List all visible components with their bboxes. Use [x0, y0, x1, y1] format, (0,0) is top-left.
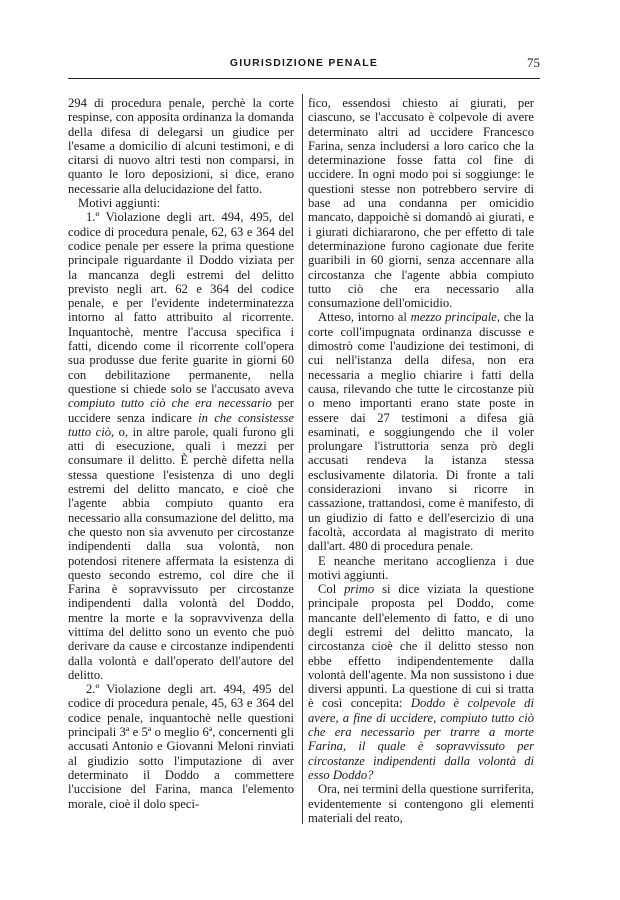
italic-text: primo [344, 582, 375, 597]
right-column [308, 96, 534, 825]
running-title: GIURISDIZIONE PENALE [229, 57, 379, 69]
text-run: Atteso, intorno al [318, 310, 411, 325]
page-number: 75 [527, 55, 540, 70]
running-header [68, 55, 540, 75]
text-run: per uccidere senza indicare [68, 396, 294, 425]
italic-text: compiuto tutto ciò che era necessario [68, 396, 272, 411]
text-run: 1.º Violazione degli art. 494, 495, del codice di procedura penale, 62, 63 e 364 del codice penale per essere la prima questione principale riguardante il Doddo viziata per la mancanza degli estremi del delitto previsto negli art. 62 e 364 del codice penale, e per l'evidente indeterminatezza intorno al fatto attribuito al ricorrente. Inquantochè, mentre l'accusa specifica i fatti, dicendo come il ricorrente coll'opera sua produsse due ferite guarite in giorni 60 con debilitazione permanente, nella questione si chiede solo se l'accusato aveva [68, 210, 294, 396]
text-run: fico, essendosi chiesto ai giurati, per ciascuno, se l'accusato è colpevole di avere determinato altri ad uccidere Francesco Farina, senza includersi a loro carico che la determinazione fosse fatta col fine di uccidere. In ogni modo poi si soggiunge: le questioni stesse non potrebbero servire di base ad una condanna per omicidio mancato, dappoichè si domandò ai giurati, e i giurati dichiararono, che per effetto di tale determinazione furono cagionate due ferite guaribili in 60 giorni, senza accennare alla circostanza che l'agente abbia compiuto tutto ciò che era necessario alla consumazione dell'omicidio. [308, 96, 534, 311]
paragraph [68, 96, 294, 196]
header-rule [68, 78, 540, 79]
text-run: Col [318, 582, 345, 597]
paragraph [308, 310, 534, 553]
paragraph [308, 554, 534, 583]
text-run: che la corte coll'impugnata ordinanza discusse e dimostrò come l'audizione dei testimoni, di cui nell'istanza della difesa, non era necessaria a meglio chiarire i fatti della causa, rilevando che tutte le circostanze più o meno importanti erano state poste in essere dai 27 testimoni a difesa già esaminati, e soggiungendo che il voler prolungare l'istruttoria senza prò degli accusati rendeva la istanza stessa esclusivamente dilatoria. Di fronte a tali considerazioni invano si ricorre in cassazione, trattandosi, come è manifesto, di un giudizio di fatto e dell'esercizio di una facoltà, accordata al magistrato di merito dall'art. 480 di procedura penale. [308, 310, 534, 554]
left-column [68, 96, 294, 811]
paragraph [308, 582, 534, 782]
text-run: Ora, nei termini della questione surriferita, evidentemente si contengono gli elementi materiali del reato, [308, 782, 534, 825]
italic-text: mezzo principale, [410, 310, 501, 325]
text-run: si dice viziata la questione principale proposta pel Doddo, come mancante dell'elemento di fatto, e di uno degli estremi del delitto mancato, la circostanza cioè che il delitto stesso non ebbe effetto indipendentemente dalla volontà dell'agente. Ma non sussistono i due diversi appunti. La questione di cui si tratta è così concepita: [308, 582, 534, 711]
paragraph [68, 682, 294, 811]
text-run: E neanche meritano accoglienza i due motivi aggiunti. [308, 553, 534, 582]
paragraph [68, 210, 294, 682]
paragraph [308, 782, 534, 825]
text-run: o, in altre parole, quali furono gli atti di esecuzione, quali i mezzi per consumare il delitto. È perchè difetta nella stessa questione l'esistenza di uno degli estremi del delitto mancato, e cioè che l'agente abbia compiuto quanto era necessario alla consumazione del delitto, ma che questo non sia avvenuto per circostanze indipendenti dalla sua volontà, non potendosi ritenere affermata la esistenza di questo secondo estremo, col dire che il Farina è sopravvissuto per circostanze indipendenti dalla volontà del Doddo, mentre la morte e la sopravvivenza della vittima del delitto sono un evento che può derivare da cause e circostanze indipendenti dalla volontà e dall'operato dell'autore del delitto. [68, 424, 294, 682]
paragraph [68, 196, 294, 210]
text-run: 294 di procedura penale, perchè la corte respinse, con apposita ordinanza la domanda della difesa di delegarsi un giudice per l'esame a domicilio di alcuni testimoni, e di citarsi di nuovo altri testi non comparsi, in quanto le loro deposizioni, si dice, erano necessarie alla delucidazione del fatto. [68, 96, 294, 196]
italic-text: Doddo è colpevole di avere, a fine di uccidere, compiuto tutto ciò che era necessario per trarre a morte Farina, il quale è sopravvissuto per circostanze indipendenti dalla volontà di esso Doddo? [308, 696, 534, 782]
text-run: 2.º Violazione degli art. 494, 495 del codice di procedura penale, 45, 63 e 364 del codice penale, inquantochè nelle questioni principali 3ª e 5ª o meglio 6ª, concernenti gli accusati Antonio e Giovanni Meloni rinviati al giudizio sotto l'imputazione di aver determinato il Doddo a commettere l'uccisione del Farina, manca l'elemento morale, cioè il dolo speci- [68, 682, 294, 811]
italic-text: in che consistesse tutto ciò, [68, 410, 294, 439]
text-run: Motivi aggiunti: [78, 196, 161, 211]
column-divider [302, 94, 303, 824]
paragraph [308, 96, 534, 310]
